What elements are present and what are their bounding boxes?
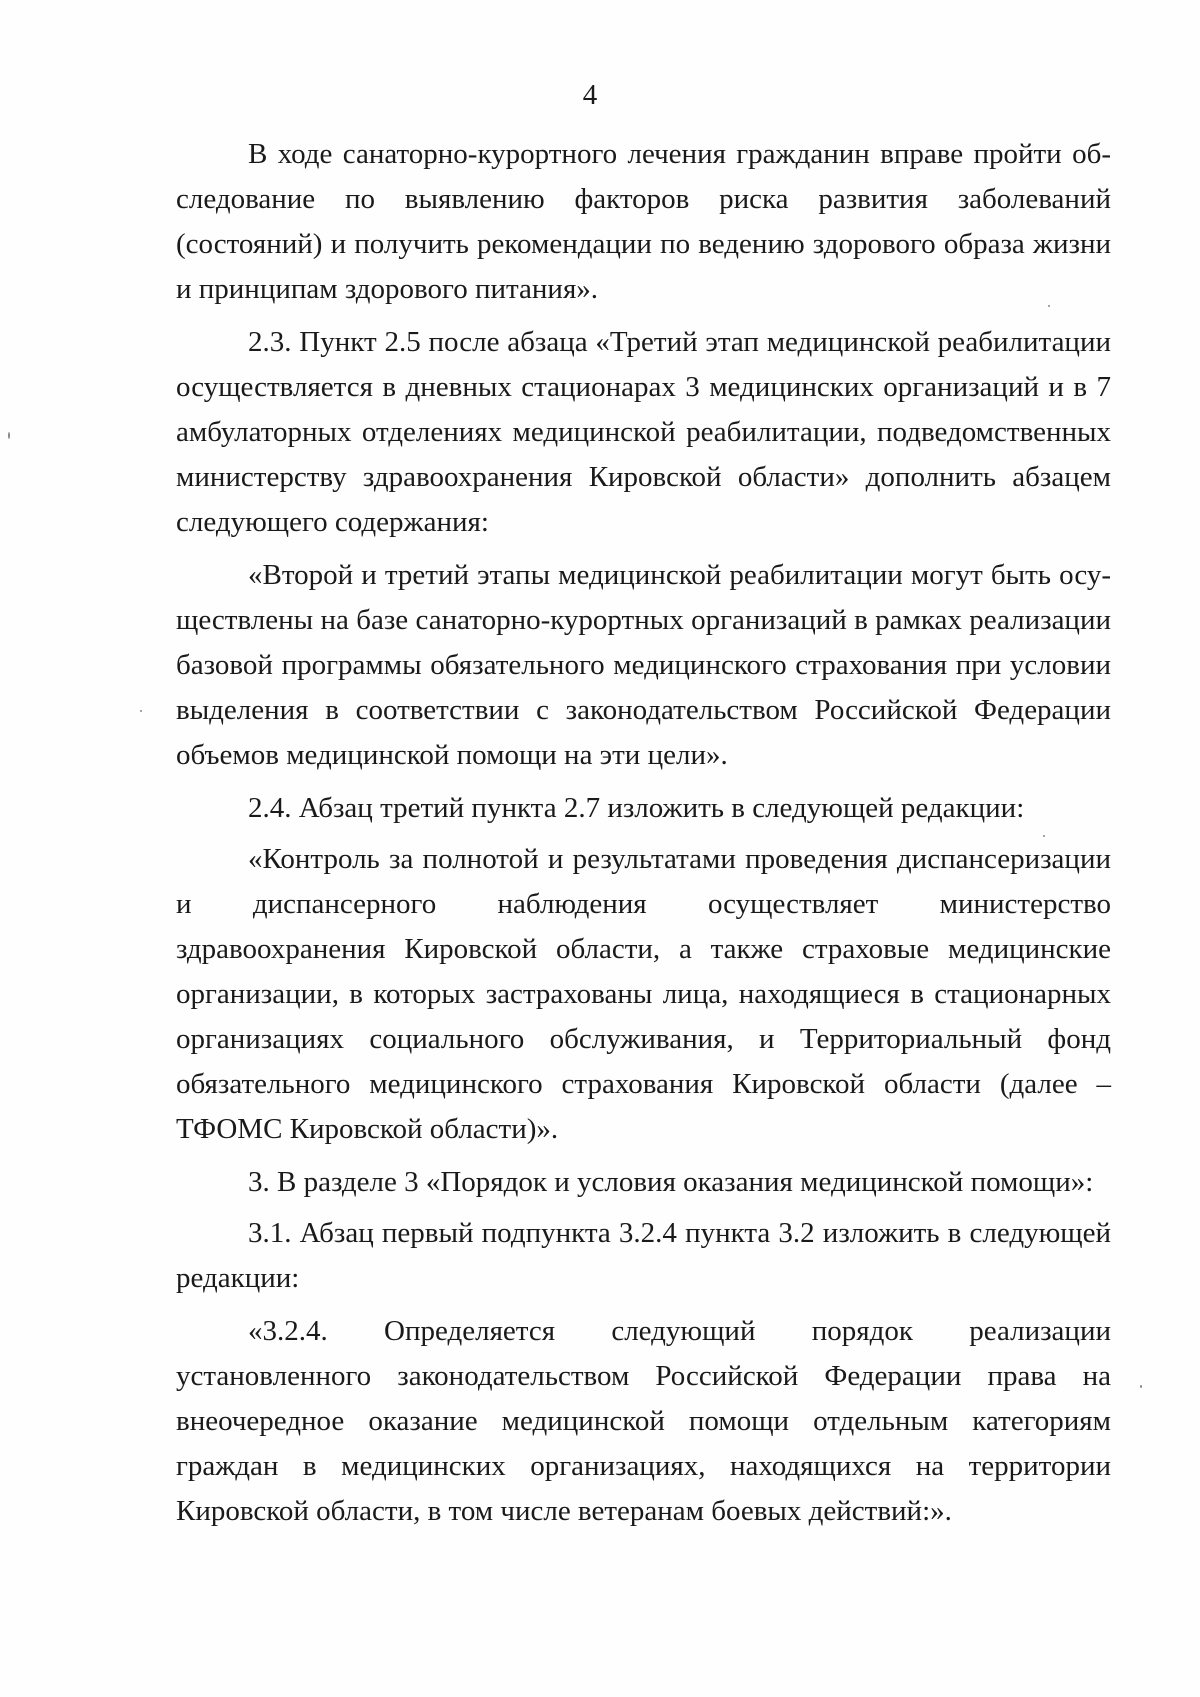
scan-speck bbox=[1043, 835, 1045, 837]
scan-speck bbox=[140, 710, 142, 712]
paragraph-rehabilitation-stages: «Второй и третий этапы медицинской реабилитации могут быть осуществлены на базе санаторно-курортных организаций в рамках реализации базовой программы обязательного медицинского страхования при условии выделения в соответствии с законодательством Российской Федерации объемов медицинской помощи на эти цели». bbox=[176, 559, 1111, 771]
paragraph-2-4: 2.4. Абзац третий пункта 2.7 изложить в следующей редакции: bbox=[248, 792, 1025, 824]
page-number: 4 bbox=[582, 79, 598, 111]
paragraph-section-3: 3. В разделе 3 «Порядок и условия оказания медицинской помощи»: bbox=[248, 1166, 1094, 1198]
paragraph-sanatorium-treatment: В ходе санаторно-курортного лечения гражданин вправе пройти обследование по выявлению факторов риска развития заболеваний (состояний) и получить рекомендации по ведению здорового образа жизни и принципам здорового питания». bbox=[176, 138, 1111, 305]
paragraph-3-1: 3.1. Абзац первый подпункта 3.2.4 пункта 3.2 изложить в следующей редакции: bbox=[176, 1217, 1111, 1294]
paragraph-2-3: 2.3. Пункт 2.5 после абзаца «Третий этап медицинской реабилитации осуществляется в дневных стационарах 3 медицинских организаций и в 7 амбулаторных отделениях медицинской реабилитации, подведомственных министерству здравоохранения Кировской области» дополнить абзацем следующего содержания: bbox=[176, 326, 1111, 538]
paragraph-control: «Контроль за полнотой и результатами проведения диспансеризации и диспансерного наблюдения осуществляет министерство здравоохранения Кировской области, а также страховые медицинские организации, в которых застрахованы лица, находящиеся в стационарных организациях социального обслуживания, и Территориальный фонд обязательного медицинского страхования Кировской области (далее – ТФОМС Кировской области)». bbox=[176, 843, 1111, 1145]
scan-speck bbox=[1048, 305, 1050, 307]
paragraph-3-2-4: «3.2.4. Определяется следующий порядок реализации установленного законодательством Российской Федерации права на внеочередное оказание медицинской помощи отдельным категориям граждан в медицинских организациях, находящихся на территории Кировской области, в том числе ветеранам боевых действий:». bbox=[176, 1315, 1111, 1527]
scan-speck bbox=[1140, 1385, 1142, 1388]
scan-speck bbox=[8, 432, 10, 439]
document-body bbox=[176, 132, 1111, 1542]
